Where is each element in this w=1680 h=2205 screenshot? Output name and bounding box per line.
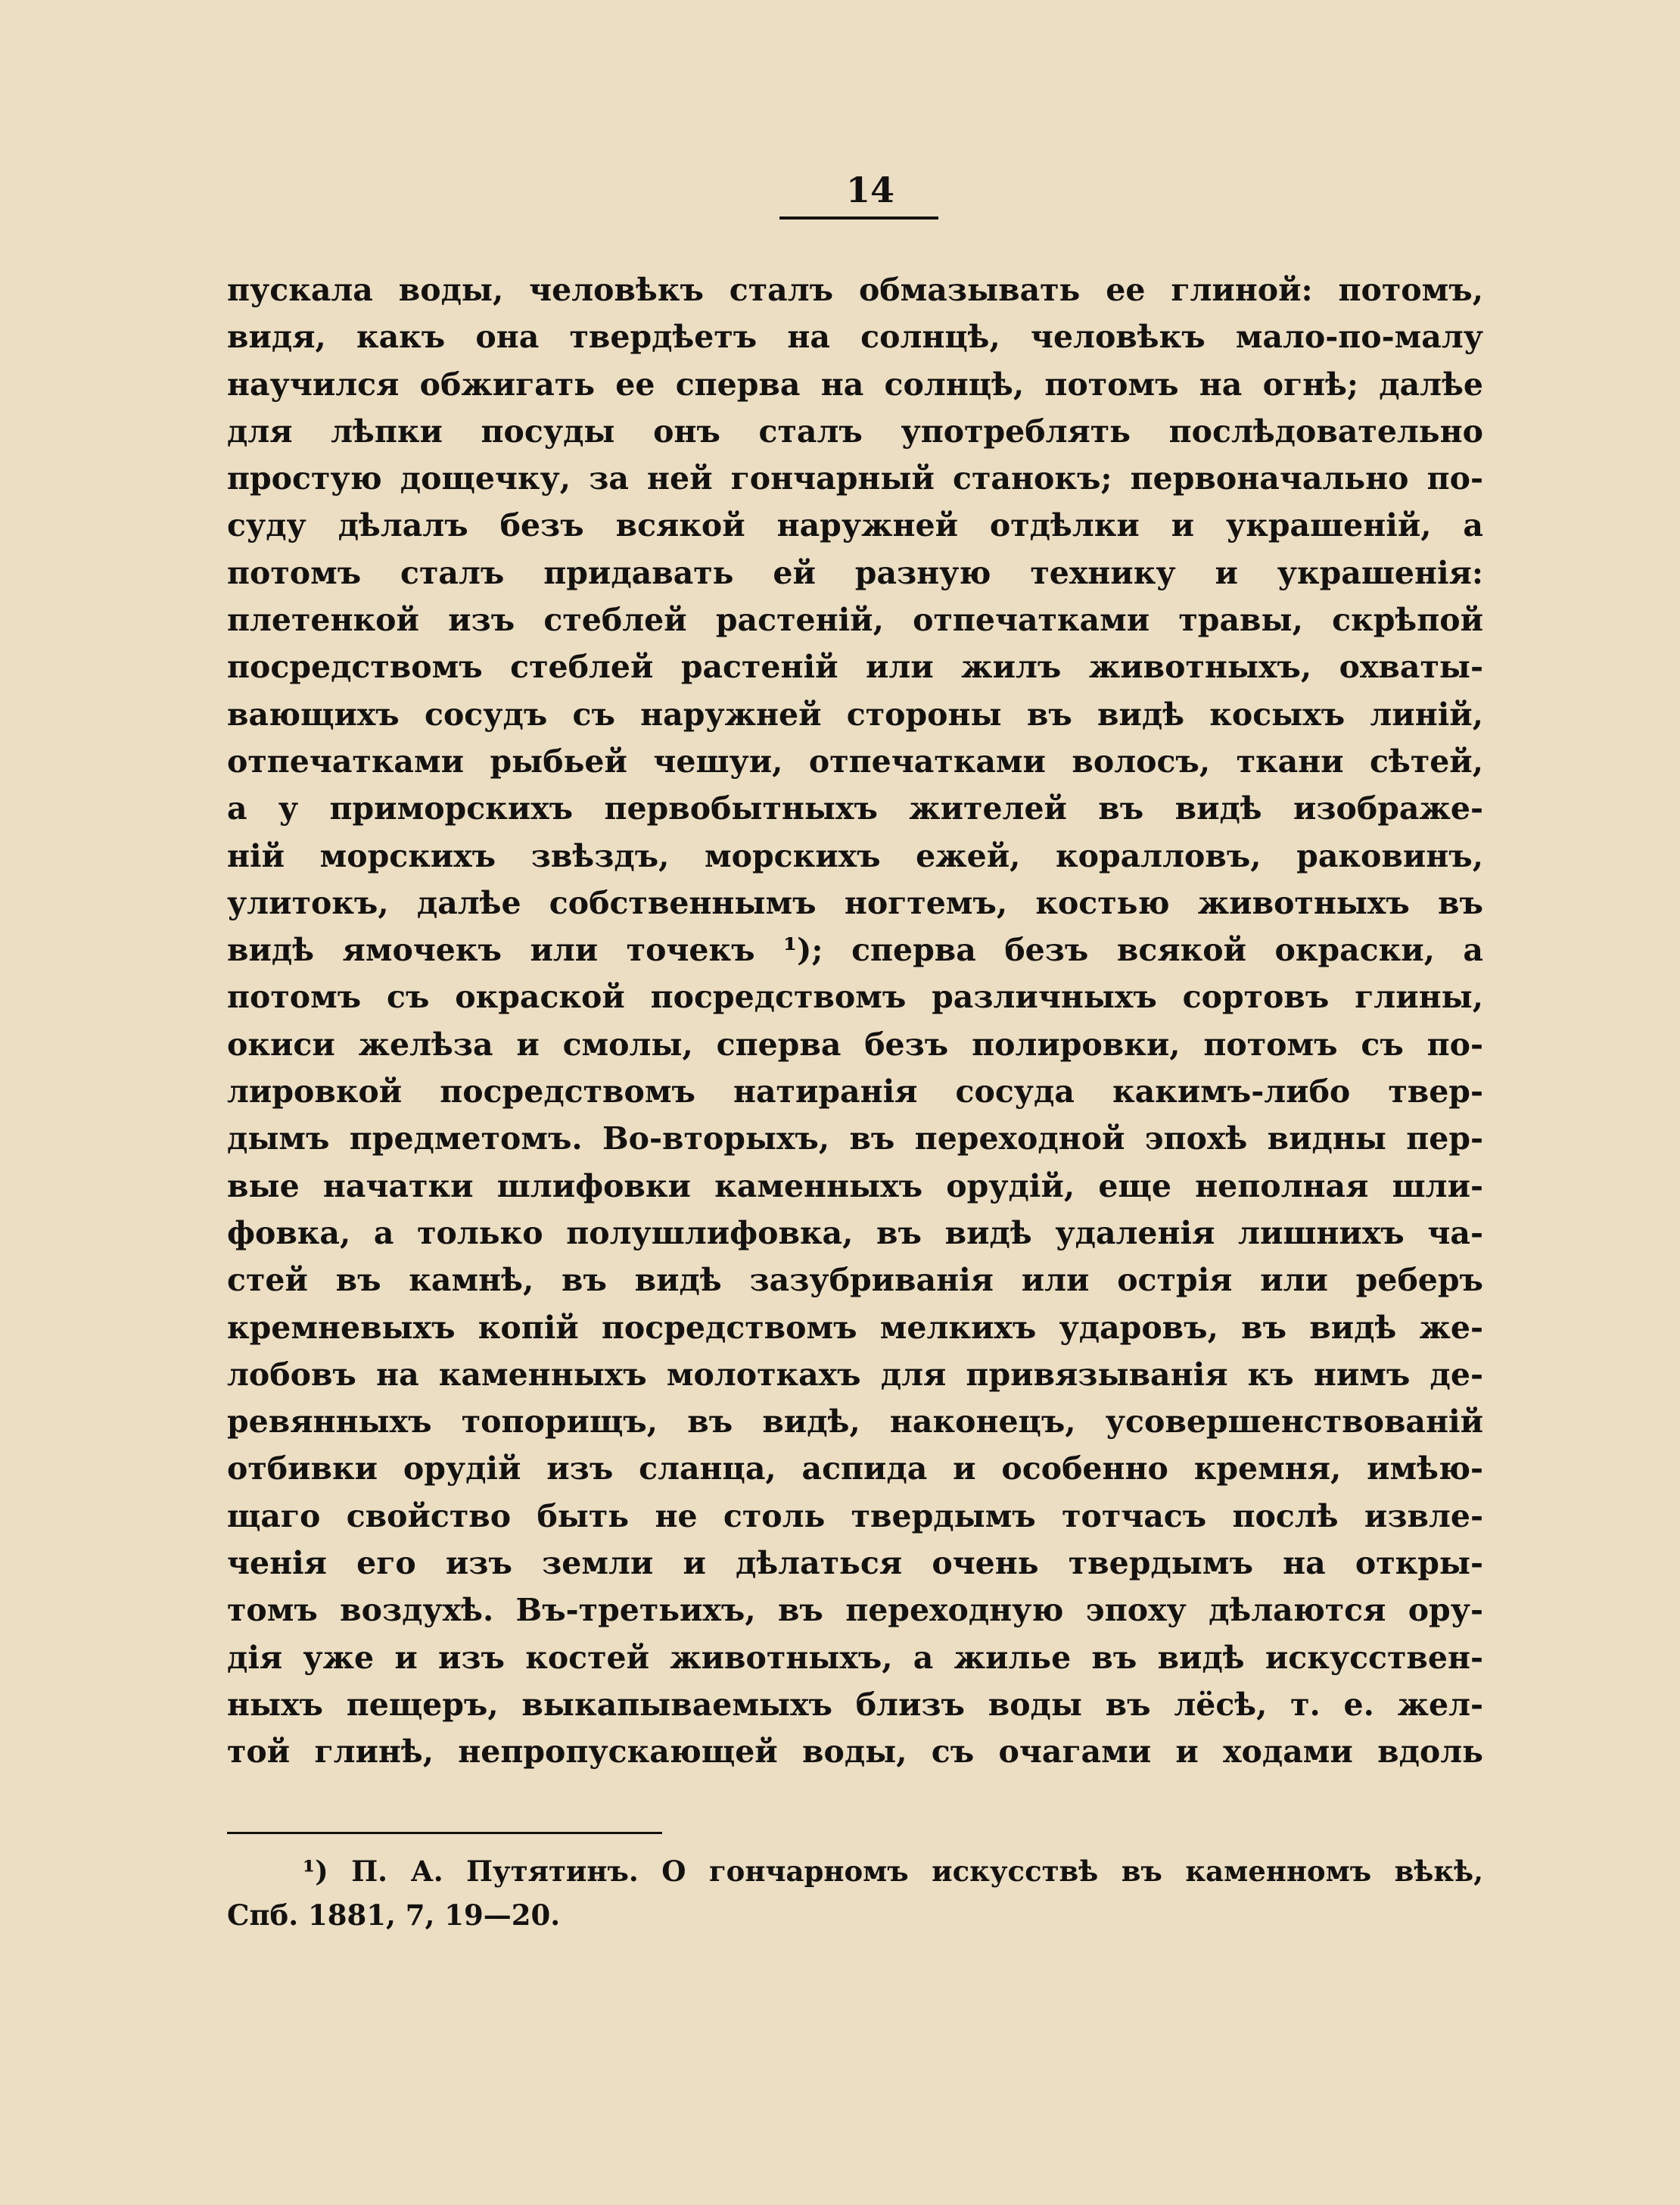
text-line: потомъ сталъ придавать ей разную технику и украшенiя:: [227, 554, 1483, 591]
footnote-line: Спб. 1881, 7, 19—20.: [227, 1898, 561, 1932]
text-line: для лѣпки посуды онъ сталъ употреблять послѣдовательно: [227, 413, 1483, 450]
text-line: томъ воздухѣ. Въ-третьихъ, въ переходную эпоху дѣлаются ору-: [227, 1592, 1483, 1629]
text-line: дымъ предметомъ. Во-вторыхъ, въ переходной эпохѣ видны пер-: [227, 1120, 1483, 1157]
text-line: кремневыхъ копiй посредствомъ мелкихъ ударовъ, въ видѣ же-: [227, 1309, 1483, 1346]
header-rule: [779, 216, 938, 220]
footnote-line: ¹) П. А. Путятинъ. О гончарномъ искусствѣ въ каменномъ вѣкѣ,: [303, 1855, 1483, 1888]
page-number: 14: [845, 170, 894, 210]
text-line: вающихъ сосудъ съ наружней стороны въ видѣ косыхъ линiй,: [227, 696, 1483, 733]
text-line: потомъ съ окраской посредствомъ различныхъ сортовъ глины,: [227, 979, 1483, 1016]
text-line: ревянныхъ топорищъ, въ видѣ, наконецъ, усовершенствованiй: [227, 1403, 1483, 1440]
text-line: отпечатками рыбьей чешуи, отпечатками волосъ, ткани сѣтей,: [227, 743, 1483, 780]
text-line: видя, какъ она твердѣетъ на солнцѣ, человѣкъ мало-по-малу: [227, 319, 1483, 356]
text-line: окиси желѣза и смолы, сперва безъ полировки, потомъ съ по-: [227, 1026, 1483, 1063]
text-line: той глинѣ, непропускающей воды, съ очагами и ходами вдоль: [227, 1733, 1483, 1771]
text-line: ныхъ пещеръ, выкапываемыхъ близъ воды въ лёсѣ, т. е. жел-: [227, 1686, 1483, 1723]
text-line: вые начатки шлифовки каменныхъ орудiй, еще неполная шли-: [227, 1167, 1483, 1204]
text-line: дiя уже и изъ костей животныхъ, а жилье въ видѣ искусствен-: [227, 1639, 1483, 1676]
text-line: простую дощечку, за ней гончарный станокъ; первоначально по-: [227, 460, 1483, 497]
text-line: научился обжигать ее сперва на солнцѣ, потомъ на огнѣ; далѣе: [227, 366, 1483, 403]
text-line: стей въ камнѣ, въ видѣ зазубриванiя или острiя или реберъ: [227, 1262, 1483, 1299]
text-line: пускала воды, человѣкъ сталъ обмазывать ее глиной: потомъ,: [227, 272, 1483, 308]
text-line: лобовъ на каменныхъ молоткахъ для привязыванiя къ нимъ де-: [227, 1356, 1483, 1393]
body-text: [227, 266, 1483, 1776]
text-line: ченiя его изъ земли и дѣлаться очень твердымъ на откры-: [227, 1545, 1483, 1582]
footnote-rule: [227, 1832, 662, 1834]
text-line: плетенкой изъ стеблей растенiй, отпечатками травы, скрѣпой: [227, 602, 1483, 639]
text-line: лировкой посредствомъ натиранiя сосуда какимъ-либо твер-: [227, 1073, 1483, 1110]
text-line: суду дѣлалъ безъ всякой наружней отдѣлки и украшенiй, а: [227, 507, 1483, 544]
text-line: посредствомъ стеблей растенiй или жилъ животныхъ, охваты-: [227, 649, 1483, 686]
text-line: нiй морскихъ звѣздъ, морскихъ ежей, коралловъ, раковинъ,: [227, 837, 1483, 874]
text-line: видѣ ямочекъ или точекъ ¹); сперва безъ всякой окраски, а: [227, 932, 1483, 969]
text-line: а у приморскихъ первобытныхъ жителей въ видѣ изображе-: [227, 790, 1483, 827]
footnotes: [227, 1849, 1483, 1937]
text-line: фовка, а только полушлифовка, въ видѣ удаленiя лишнихъ ча-: [227, 1214, 1483, 1251]
text-line: щаго свойство быть не столь твердымъ тотчасъ послѣ извле-: [227, 1497, 1483, 1534]
text-line: улитокъ, далѣе собственнымъ ногтемъ, костью животныхъ въ: [227, 884, 1483, 921]
text-line: отбивки орудiй изъ сланца, аспида и особенно кремня, имѣю-: [227, 1450, 1483, 1487]
